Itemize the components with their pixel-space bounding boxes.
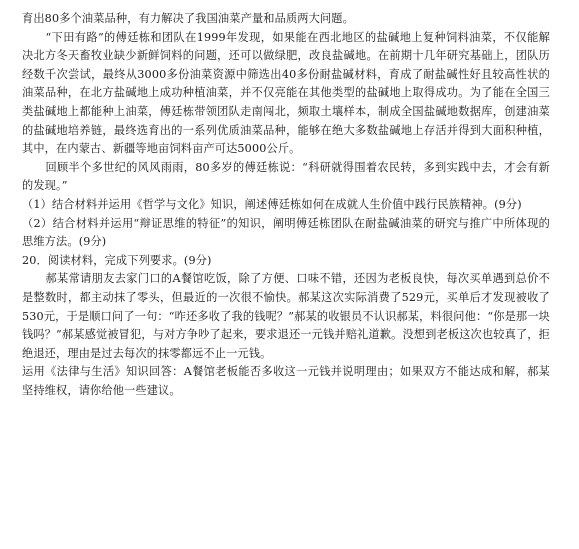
question-19-2: （2）结合材料并运用“辩证思维的特征”的知识，阐明傅廷栋团队在耐盐碱油菜的研究与推广中所体现的思维方法。(9分) — [22, 216, 550, 249]
paragraph-restaurant-case: 郝某常请朋友去家门口的A餐馆吃饭，除了方便、口味不错，还因为老板良快，每次买单遇到总价不是整数时，都主动抹了零头，但最近的一次很不愉快。郝某这次实际消费了529元，买单后才发现被收了530元，于是顺口问了一句：“咋还多收了我的钱呢？”郝某的收银员不认识郝某，料很问他：“你是那一块钱吗？”郝某感觉被冒犯，与对方争吵了起来，要求退还一元钱并赔礼道歉。没想到老板这次也较真了，拒绝退还，理由是过去每次的抹零都远不止一元钱。 — [22, 272, 550, 360]
paragraph-saline-research: “下田有路”的傅廷栋和团队在1999年发现，如果能在西北地区的盐碱地上复种饲料油菜，不仅能解决北方冬天畜牧业缺少新鲜饲料的问题，还可以做绿肥，改良盐碱地。在前期十几年研究基础上，团队历经数千次尝试，最终从3000多份油菜资源中筛选出40多份耐盐碱材料，育成了耐盐碱性好且较高性状的油菜品种，在北方盐碱地上成功种植油菜，并不仅亮能在其他类型的盐碱地上取得成功。为了能在全国三类盐碱地上都能种上油菜，傅廷栋带领团队走南闯北，频取土壤样本，制成全国盐碱地数据库，创建油菜的盐碱地培养链，最终选育出的一系列优质油菜品种，能够在绝大多数盐碱地上存活并得到大面积种植，其中，在内蒙古、新疆等地亩饲料亩产可达5000公斤。 — [22, 30, 550, 156]
document-text — [22, 10, 550, 400]
question-19-1: （1）结合材料并运用《哲学与文化》知识，阐述傅廷栋如何在成就人生价值中践行民族精神。(9分) — [22, 197, 522, 211]
question-20-heading: 20．阅读材料，完成下列要求。(9分) — [22, 253, 212, 267]
question-20-prompt: 运用《法律与生活》知识回答：A餐馆老板能否多收这一元钱并说明理由；如果双方不能达成和解，郝某坚持维权，请你给他一些建议。 — [22, 365, 550, 397]
paragraph-quote: 回顾半个多世纪的风风雨雨，80多岁的傅廷栋说：“科研就得围着农民转，多到实践中去，才会有新的发现。” — [22, 160, 550, 193]
paragraph-intro-continuation: 育出80多个油菜品种，有力解决了我国油菜产量和品质两大问题。 — [22, 12, 354, 25]
